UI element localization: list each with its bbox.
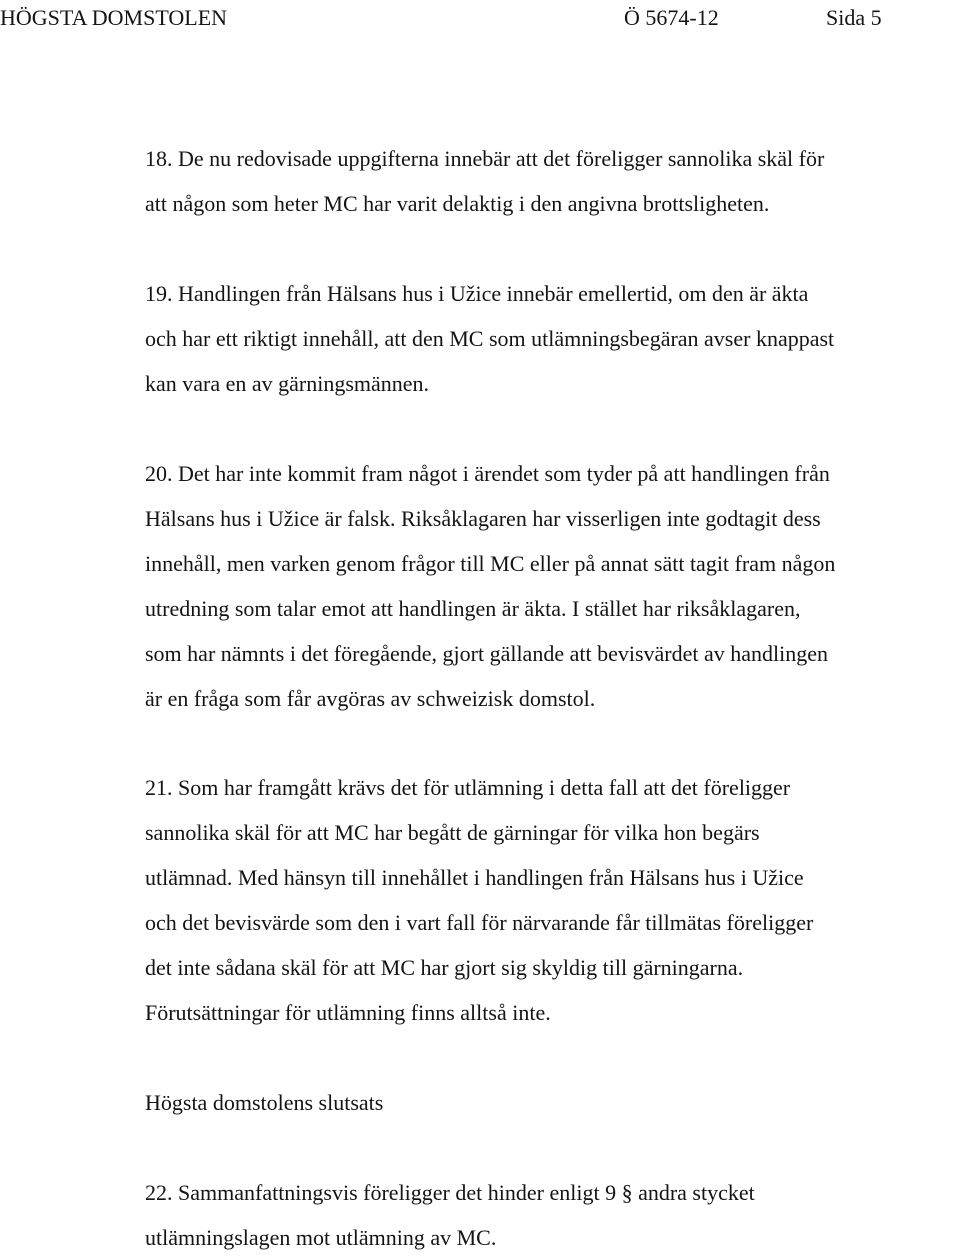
paragraph-line: och det bevisvärde som den i vart fall för närvarande får tillmätas föreligger <box>145 910 814 935</box>
paragraph-line: som har nämnts i det föregående, gjort gällande att bevisvärdet av handlingen <box>145 641 828 666</box>
paragraph-line: innehåll, men varken genom frågor till MC eller på annat sätt tagit fram någon <box>145 551 836 576</box>
section-heading: Högsta domstolens slutsats <box>145 1090 384 1115</box>
paragraph-line: 20. Det har inte kommit fram något i ärendet som tyder på att handlingen från <box>145 461 830 486</box>
paragraph-line: Hälsans hus i Užice är falsk. Riksåklagaren har visserligen inte godtagit dess <box>145 506 821 531</box>
paragraph-line: 21. Som har framgått krävs det för utlämning i detta fall att det föreligger <box>145 775 791 800</box>
paragraph-line: det inte sådana skäl för att MC har gjort sig skyldig till gärningarna. <box>145 955 744 980</box>
paragraph-line: 22. Sammanfattningsvis föreligger det hinder enligt 9 § andra stycket <box>145 1180 755 1205</box>
case-number: Ö 5674-12 <box>624 5 719 30</box>
paragraph-21 <box>145 765 957 1035</box>
court-name: HÖGSTA DOMSTOLEN <box>0 5 228 30</box>
paragraph-line: är en fråga som får avgöras av schweizisk domstol. <box>145 686 596 711</box>
paragraph-line: och har ett riktigt innehåll, att den MC som utlämningsbegäran avser knappast <box>145 326 835 351</box>
paragraph-line: utlämnad. Med hänsyn till innehållet i handlingen från Hälsans hus i Užice <box>145 865 804 890</box>
page-number: Sida 5 <box>826 5 882 30</box>
paragraph-line: sannolika skäl för att MC har begått de gärningar för vilka hon begärs <box>145 820 760 845</box>
paragraph-line: 18. De nu redovisade uppgifterna innebär att det föreligger sannolika skäl för <box>145 146 825 171</box>
paragraph-line: utlämningslagen mot utlämning av MC. <box>145 1225 497 1250</box>
paragraph-18 <box>145 136 957 226</box>
paragraph-19 <box>145 271 957 406</box>
paragraph-line: att någon som heter MC har varit delaktig i den angivna brottsligheten. <box>145 191 770 216</box>
paragraph-line: 19. Handlingen från Hälsans hus i Užice innebär emellertid, om den är äkta <box>145 281 809 306</box>
paragraph-line: kan vara en av gärningsmännen. <box>145 371 430 396</box>
page-header <box>0 2 960 34</box>
paragraph-20 <box>145 451 957 721</box>
paragraph-22 <box>145 1170 957 1260</box>
paragraph-line: Förutsättningar för utlämning finns alltså inte. <box>145 1000 551 1025</box>
paragraph-line: utredning som talar emot att handlingen är äkta. I stället har riksåklagaren, <box>145 596 801 621</box>
